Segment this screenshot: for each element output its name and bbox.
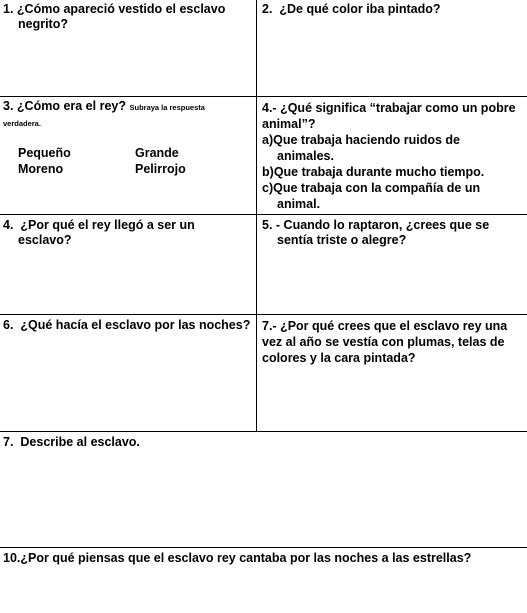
question-1-text: ¿Cómo apareció vestido el esclavo negrito? bbox=[16, 2, 226, 31]
row-divider-5 bbox=[0, 547, 527, 548]
option-b-text: Que trabaja durante mucho tiempo. bbox=[273, 165, 485, 179]
question-6-number: 6. bbox=[3, 318, 14, 332]
question-2-text: ¿De qué color iba pintado? bbox=[279, 2, 441, 16]
question-1-number: 1. bbox=[3, 2, 14, 16]
question-3-instruction-cont: verdadera. bbox=[3, 119, 41, 128]
question-7-clothing-text: ¿Por qué crees que el esclavo rey una vez al año se vestía con plumas, telas de colores y la cara pintada? bbox=[262, 319, 508, 365]
question-describe-text: Describe al esclavo. bbox=[20, 435, 140, 449]
question-4-meaning bbox=[262, 100, 526, 212]
question-3 bbox=[3, 99, 255, 131]
question-5 bbox=[262, 218, 526, 248]
question-4-number: 4.- bbox=[262, 101, 277, 115]
question-6-text: ¿Qué hacía el esclavo por las noches? bbox=[20, 318, 251, 332]
row-divider-4 bbox=[0, 431, 527, 432]
option-a-cont: animales. bbox=[277, 149, 334, 163]
question-2-number: 2. bbox=[262, 2, 273, 16]
question-king-slave bbox=[3, 218, 251, 248]
question-3-instruction: Subraya la respuesta bbox=[129, 103, 205, 112]
question-5-number: 5. - bbox=[262, 218, 281, 232]
question-5-text: Cuando lo raptaron, ¿crees que se sentía triste o alegre? bbox=[277, 218, 490, 247]
option-grande: Grande bbox=[135, 146, 179, 160]
option-pelirrojo: Pelirrojo bbox=[135, 162, 186, 176]
question-3-text: ¿Cómo era el rey? bbox=[16, 99, 126, 113]
option-pequeno: Pequeño bbox=[18, 146, 71, 160]
option-a-text: Que trabaja haciendo ruidos de bbox=[273, 133, 460, 147]
option-c-letter: c) bbox=[262, 181, 274, 195]
option-a-letter: a) bbox=[262, 133, 274, 147]
question-1 bbox=[3, 2, 251, 32]
option-moreno: Moreno bbox=[18, 162, 64, 176]
question-4-text: ¿Qué significa “trabajar como un pobre animal”? bbox=[262, 101, 516, 131]
question-6 bbox=[3, 318, 251, 333]
question-describe bbox=[3, 435, 523, 450]
question-king-slave-number: 4. bbox=[3, 218, 14, 232]
row-divider-1 bbox=[0, 96, 527, 97]
option-c-text: Que trabaja con la compañía de un bbox=[273, 181, 481, 195]
question-10-text: ¿Por qué piensas que el esclavo rey cantaba por las noches a las estrellas? bbox=[20, 551, 472, 565]
question-7-clothing-number: 7.- bbox=[262, 319, 277, 333]
question-7-clothing bbox=[262, 318, 526, 366]
question-10 bbox=[3, 551, 523, 566]
question-king-slave-text: ¿Por qué el rey llegó a ser un esclavo? bbox=[18, 218, 195, 247]
row-divider-2 bbox=[0, 214, 527, 215]
column-divider bbox=[256, 0, 257, 432]
option-b-letter: b) bbox=[262, 165, 274, 179]
question-describe-number: 7. bbox=[3, 435, 14, 449]
question-3-number: 3. bbox=[3, 99, 14, 113]
row-divider-3 bbox=[0, 314, 527, 315]
option-c-cont: animal. bbox=[277, 197, 321, 211]
question-2 bbox=[262, 2, 524, 17]
question-10-number: 10. bbox=[3, 551, 21, 565]
